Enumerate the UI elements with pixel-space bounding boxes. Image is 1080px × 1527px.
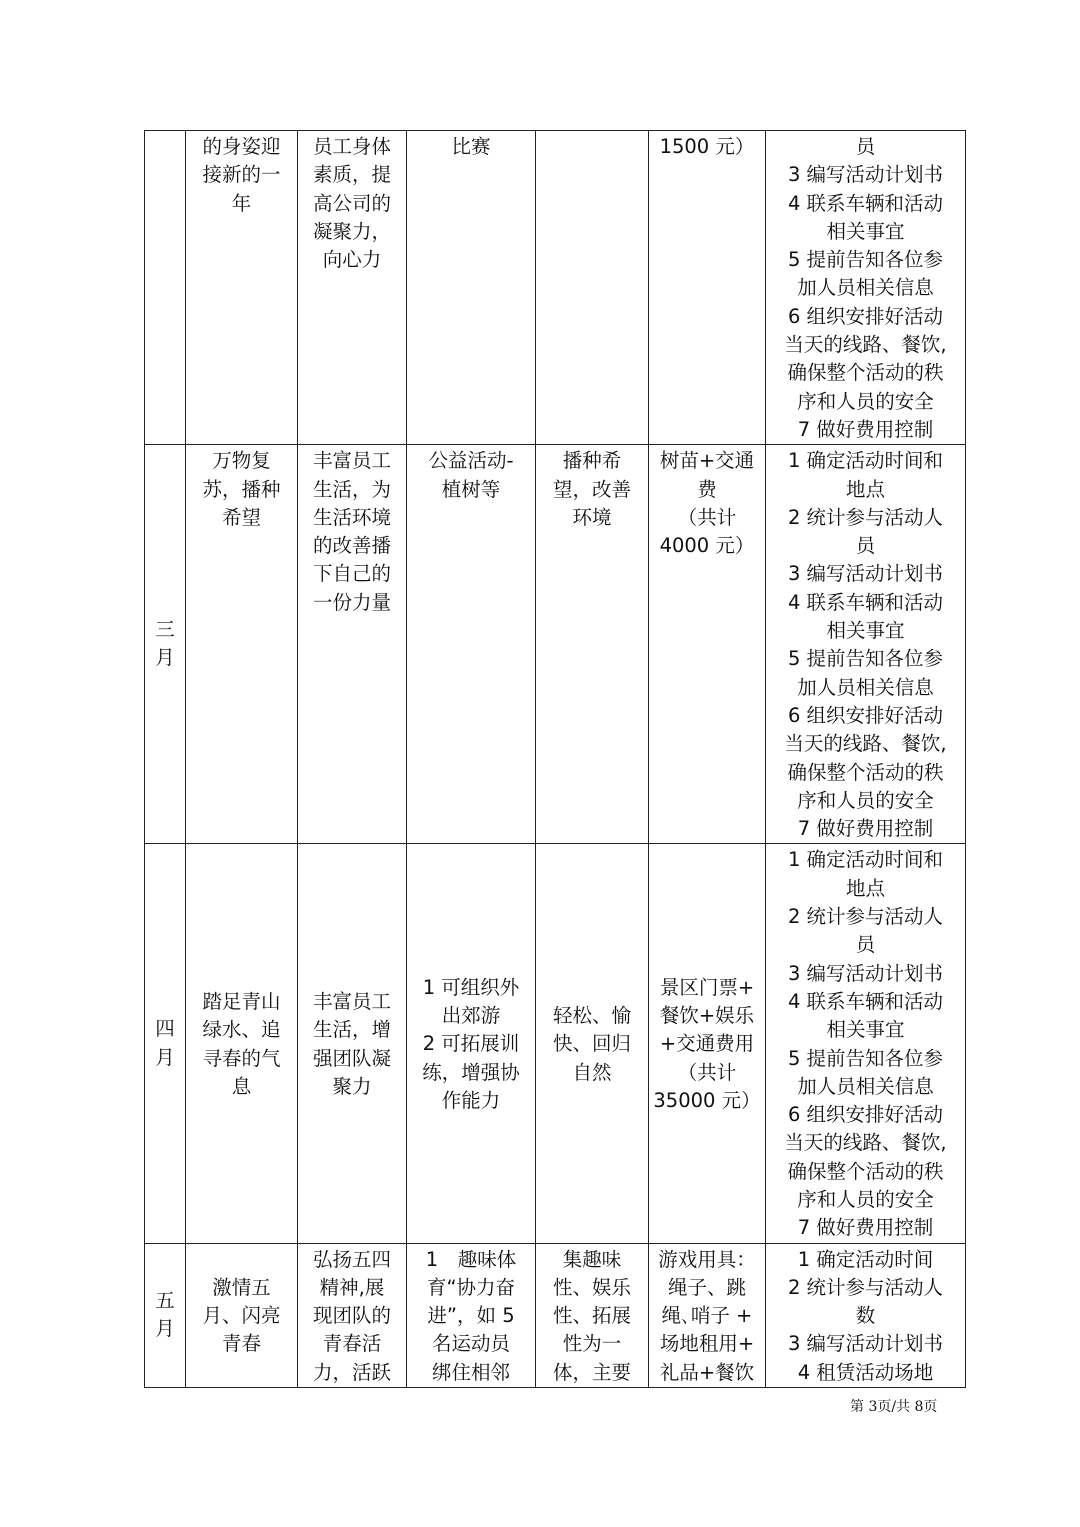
purpose-cell: 丰富员工 生活，增 强团队凝 聚力 — [298, 844, 407, 1243]
steps-cell: 1 确定活动时间和 地点 2 统计参与活动人 员 3 编写活动计划书 4 联系车辆和活动 相关事宜 5 提前告知各位参 加人员相关信息 6 组织安排好活动 当天的线路、餐饮, 确保整个活动的秩 序和人员的安全 7 做好费用控制 — [766, 445, 966, 844]
table-row — [145, 131, 966, 445]
theme-cell: 激情五 月、闪亮 青春 — [186, 1243, 298, 1387]
month-cell: 五 月 — [145, 1243, 186, 1387]
table-row — [145, 445, 966, 844]
meaning-cell: 轻松、愉 快、回归 自然 — [536, 844, 649, 1243]
theme-cell: 踏足青山 绿水、追 寻春的气 息 — [186, 844, 298, 1243]
meaning-cell: 播种希 望，改善 环境 — [536, 445, 649, 844]
budget-cell: 景区门票+ 餐饮+娱乐 +交通费用 （共计 35000 元） — [649, 844, 766, 1243]
form-cell: 1 趣味体 育“协力奋 进”，如 5 名运动员 绑住相邻 — [407, 1243, 536, 1387]
budget-cell: 树苗+交通 费 （共计 4000 元） — [649, 445, 766, 844]
form-cell: 公益活动- 植树等 — [407, 445, 536, 844]
theme-cell: 的身姿迎 接新的一 年 — [186, 131, 298, 445]
purpose-cell: 弘扬五四 精神,展 现团队的 青春活 力，活跃 — [298, 1243, 407, 1387]
purpose-cell: 丰富员工 生活，为 生活环境 的改善播 下自己的 一份力量 — [298, 445, 407, 844]
theme-cell: 万物复 苏，播种 希望 — [186, 445, 298, 844]
meaning-cell — [536, 131, 649, 445]
budget-cell: 游戏用具： 绳子、跳 绳､哨子 + 场地租用+ 礼品+餐饮 — [649, 1243, 766, 1387]
activity-plan-table — [144, 130, 966, 1388]
purpose-cell: 员工身体 素质，提 高公司的 凝聚力， 向心力 — [298, 131, 407, 445]
form-cell: 比赛 — [407, 131, 536, 445]
table-row — [145, 844, 966, 1243]
month-cell: 三 月 — [145, 445, 186, 844]
budget-cell: 1500 元） — [649, 131, 766, 445]
steps-cell: 员 3 编写活动计划书 4 联系车辆和活动 相关事宜 5 提前告知各位参 加人员相关信息 6 组织安排好活动 当天的线路、餐饮, 确保整个活动的秩 序和人员的安全 7 做好费用控制 — [766, 131, 966, 445]
month-cell: 四 月 — [145, 844, 186, 1243]
meaning-cell: 集趣味 性、娱乐 性、拓展 性为一 体，主要 — [536, 1243, 649, 1387]
steps-cell: 1 确定活动时间和 地点 2 统计参与活动人 员 3 编写活动计划书 4 联系车辆和活动 相关事宜 5 提前告知各位参 加人员相关信息 6 组织安排好活动 当天的线路、餐饮, 确保整个活动的秩 序和人员的安全 7 做好费用控制 — [766, 844, 966, 1243]
page-number-footer: 第 3页/共 8页 — [850, 1399, 938, 1415]
table-row — [145, 1243, 966, 1387]
month-cell — [145, 131, 186, 445]
form-cell: 1 可组织外 出郊游 2 可拓展训 练，增强协 作能力 — [407, 844, 536, 1243]
steps-cell: 1 确定活动时间 2 统计参与活动人 数 3 编写活动计划书 4 租赁活动场地 — [766, 1243, 966, 1387]
